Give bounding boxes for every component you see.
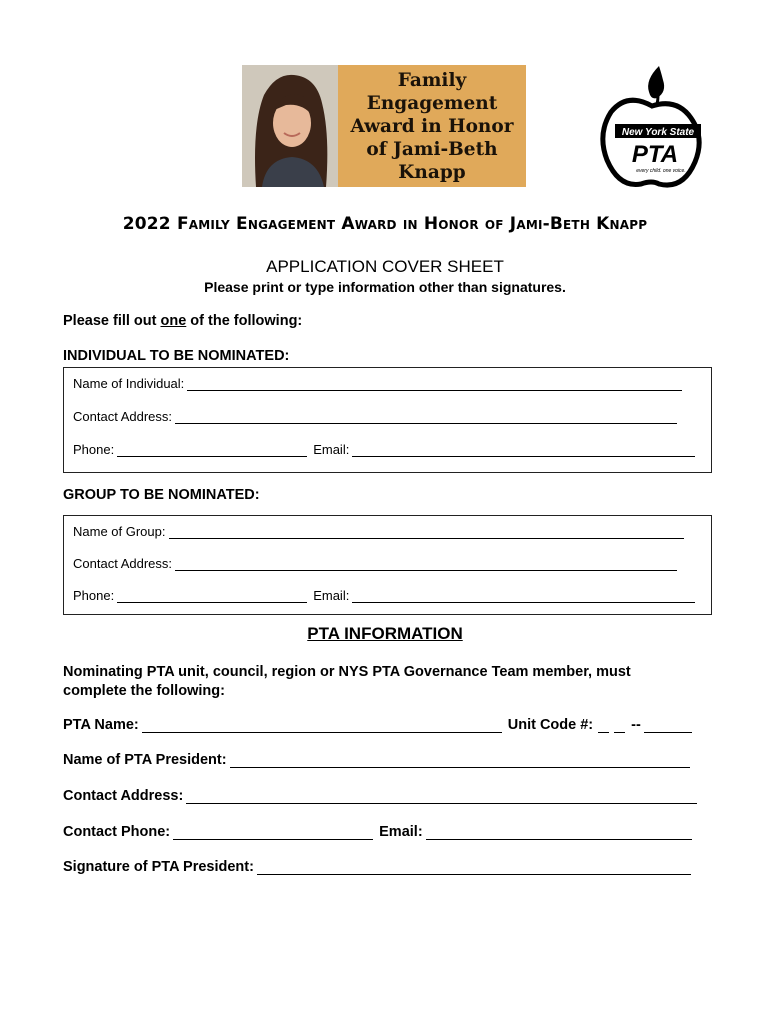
pta-signature-label: Signature of PTA President:: [63, 859, 254, 875]
fill-prompt: [63, 313, 302, 329]
pta-phone-label: Contact Phone:: [63, 824, 171, 840]
unit-code-field-1[interactable]: [598, 719, 609, 733]
award-banner: [242, 65, 526, 187]
pta-name-field[interactable]: [142, 719, 502, 733]
individual-address-row: [73, 409, 677, 424]
group-email-field[interactable]: [352, 590, 695, 603]
nys-pta-logo: [597, 62, 707, 192]
individual-phone-field[interactable]: [117, 444, 307, 457]
unit-code-separator: --: [631, 717, 641, 733]
unit-code-field-2[interactable]: [614, 719, 625, 733]
group-address-field[interactable]: [175, 558, 677, 571]
group-address-label: Contact Address:: [73, 556, 172, 571]
pta-president-label: Name of PTA President:: [63, 752, 227, 768]
pta-intro: [63, 663, 631, 701]
pta-address-label: Contact Address:: [63, 788, 184, 804]
individual-heading: INDIVIDUAL TO BE NOMINATED:: [63, 348, 290, 364]
individual-phone-row: [73, 442, 695, 457]
pta-name-row: [63, 717, 692, 733]
pta-intro-line: Nominating PTA unit, council, region or NYS PTA Governance Team member, must: [63, 664, 631, 680]
group-heading: GROUP TO BE NOMINATED:: [63, 487, 260, 503]
group-name-label: Name of Group:: [73, 524, 166, 539]
pta-address-row: [63, 788, 697, 804]
fill-prompt-after: of the following:: [186, 313, 303, 329]
individual-address-field[interactable]: [175, 411, 677, 424]
individual-phone-label: Phone:: [73, 442, 115, 457]
pta-address-field[interactable]: [186, 790, 697, 804]
individual-name-row: [73, 376, 682, 391]
logo-state-text: New York State: [621, 127, 695, 138]
banner-line: Family: [397, 69, 467, 91]
group-box: [63, 515, 712, 615]
individual-email-field[interactable]: [352, 444, 695, 457]
pta-info-heading: PTA INFORMATION: [307, 624, 463, 643]
individual-address-label: Contact Address:: [73, 409, 172, 424]
pta-email-field[interactable]: [426, 826, 692, 840]
unit-code-field-3[interactable]: [644, 719, 692, 733]
individual-name-field[interactable]: [187, 378, 682, 391]
pta-president-field[interactable]: [230, 754, 690, 768]
individual-box: [63, 367, 712, 473]
unit-code-label: Unit Code #:: [507, 717, 594, 733]
pta-email-label: Email:: [379, 824, 423, 840]
pta-signature-row: [63, 859, 691, 875]
logo-pta-text: PTA: [631, 141, 679, 168]
group-email-label: Email:: [313, 588, 350, 603]
banner-line: of Jami-Beth: [366, 138, 498, 160]
pta-phone-row: [63, 824, 692, 840]
group-phone-label: Phone:: [73, 588, 115, 603]
individual-name-label: Name of Individual:: [73, 376, 185, 391]
banner-line: Award in Honor: [350, 115, 514, 137]
banner-line: Knapp: [398, 161, 466, 183]
page-title: 2022 Family Engagement Award in Honor of Jami-Beth Knapp: [122, 214, 648, 234]
fill-prompt-emphasis: one: [160, 313, 187, 329]
group-name-field[interactable]: [169, 526, 684, 539]
pta-name-label: PTA Name:: [63, 717, 139, 733]
instructions: Please print or type information other than signatures.: [204, 279, 566, 295]
banner-title: [338, 65, 526, 187]
honoree-photo: [242, 65, 338, 187]
group-phone-field[interactable]: [117, 590, 307, 603]
pta-intro-line: complete the following:: [63, 683, 225, 699]
banner-line: Engagement: [366, 92, 498, 114]
pta-president-row: [63, 752, 690, 768]
group-phone-row: [73, 588, 695, 603]
pta-phone-field[interactable]: [173, 826, 373, 840]
group-address-row: [73, 556, 677, 571]
logo-tagline: every child. one voice.: [636, 168, 686, 174]
individual-email-label: Email:: [313, 442, 350, 457]
group-name-row: [73, 524, 684, 539]
pta-signature-field[interactable]: [257, 861, 691, 875]
form-subtitle: APPLICATION COVER SHEET: [266, 257, 504, 276]
fill-prompt-before: Please fill out: [63, 313, 161, 329]
